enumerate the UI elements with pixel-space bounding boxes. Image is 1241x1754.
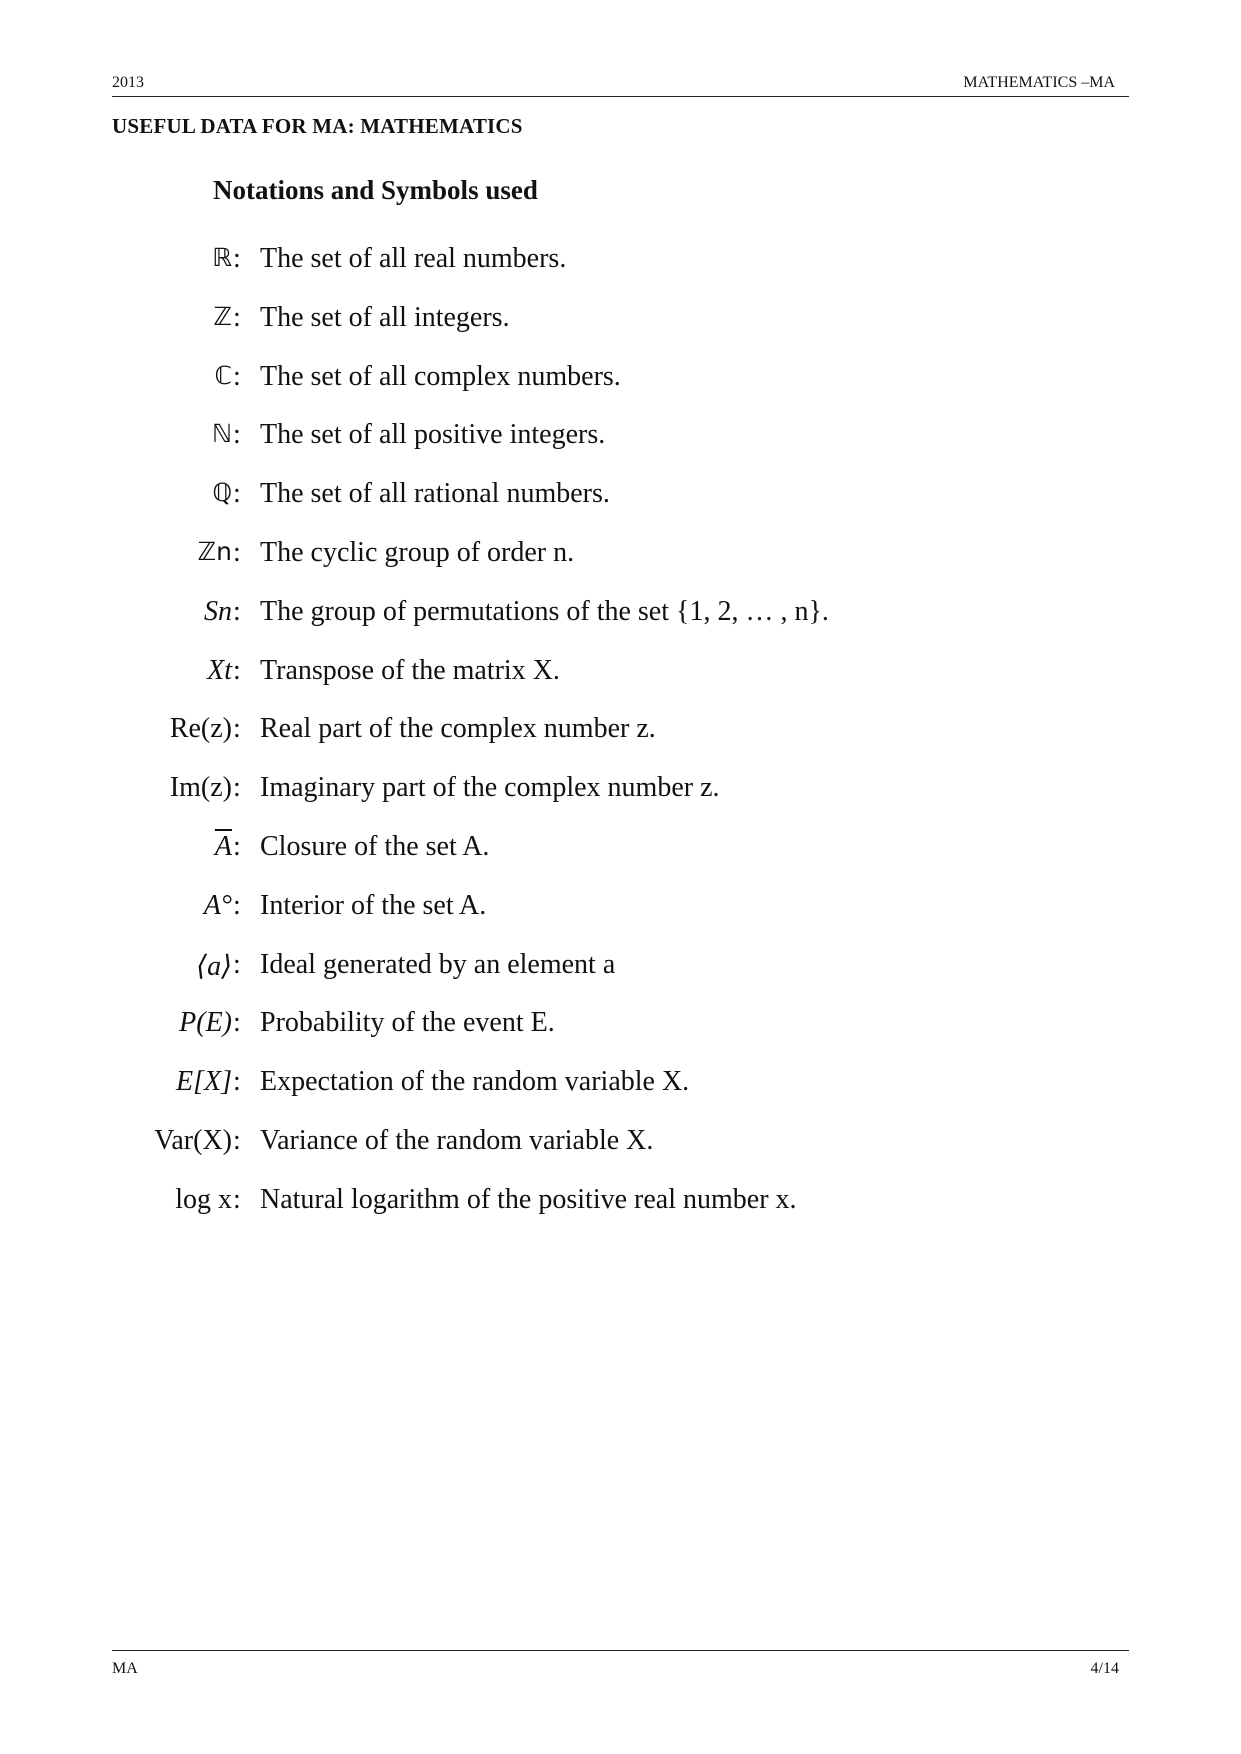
footer-code: MA xyxy=(112,1660,138,1677)
notation-symbol: ⟨a⟩ xyxy=(196,950,232,982)
notations-subtitle: Notations and Symbols used xyxy=(213,175,538,205)
notation-description: Variance of the random variable X. xyxy=(260,1124,654,1156)
notation-row: ℚ : The set of all rational numbers. xyxy=(112,478,1012,537)
notation-description: Ideal generated by an element a xyxy=(260,948,616,980)
notation-row: Re(z) : Real part of the complex number z. xyxy=(112,713,1012,772)
notation-symbol: E[X] xyxy=(176,1066,232,1098)
notation-description: Natural logarithm of the positive real number x. xyxy=(260,1183,797,1215)
notation-row: Sn : The group of permutations of the set {1, 2, … , n}. xyxy=(112,596,1012,655)
notation-description: Probability of the event E. xyxy=(260,1007,555,1039)
notation-row: E[X] : Expectation of the random variable X. xyxy=(112,1066,1012,1125)
notation-symbol: A° xyxy=(203,889,232,921)
notation-row: log x : Natural logarithm of the positive real number x. xyxy=(112,1184,1012,1243)
notation-row: ℝ : The set of all real numbers. xyxy=(112,243,1012,302)
notation-row: ℤ : The set of all integers. xyxy=(112,302,1012,361)
notation-description: The group of permutations of the set {1, 2, … , n}. xyxy=(260,595,829,627)
notation-row: ⟨a⟩ : Ideal generated by an element a xyxy=(112,949,1012,1008)
notation-description: Real part of the complex number z. xyxy=(260,713,656,745)
notation-symbol: ℤ xyxy=(213,301,232,331)
notation-description: Imaginary part of the complex number z. xyxy=(260,772,720,804)
notation-symbol: Xt xyxy=(207,654,232,686)
notation-row: P(E) : Probability of the event E. xyxy=(112,1007,1012,1066)
notation-symbol: P(E) xyxy=(179,1007,232,1039)
notation-description: Transpose of the matrix X. xyxy=(260,654,560,686)
section-title: USEFUL DATA FOR MA: MATHEMATICS xyxy=(112,114,523,138)
header-year: 2013 xyxy=(112,74,144,91)
notation-description: Expectation of the random variable X. xyxy=(260,1066,690,1098)
notation-row: $\overline{A}$ : Closure of the set A. xyxy=(112,831,1012,890)
notation-row: ℤn : The cyclic group of order n. xyxy=(112,537,1012,596)
notation-row: ℂ : The set of all complex numbers. xyxy=(112,361,1012,420)
notation-description: The cyclic group of order n. xyxy=(260,536,575,568)
page-footer xyxy=(112,1650,1129,1677)
notations-list xyxy=(112,243,1012,1243)
notation-symbol: Im(z) xyxy=(169,772,232,804)
notation-symbol: ℤn xyxy=(197,536,232,566)
notation-symbol: Sn xyxy=(204,595,232,627)
notation-symbol: $\overline{A}$ xyxy=(214,830,232,862)
notation-description: Interior of the set A. xyxy=(260,889,487,921)
notation-row: A° : Interior of the set A. xyxy=(112,890,1012,949)
page-header xyxy=(112,74,1129,97)
notation-symbol: ℂ xyxy=(214,360,232,390)
notation-description: Closure of the set A. xyxy=(260,830,490,862)
notation-symbol: Var(X) xyxy=(154,1124,232,1156)
header-subject: MATHEMATICS –MA xyxy=(963,74,1115,91)
notation-symbol: ℝ xyxy=(212,243,232,272)
notation-symbol: log x xyxy=(175,1183,232,1215)
notation-symbol: ℚ xyxy=(212,478,232,508)
notation-description: The set of all positive integers. xyxy=(260,419,606,451)
notation-description: The set of all real numbers. xyxy=(260,243,567,274)
notation-row: Im(z) : Imaginary part of the complex number z. xyxy=(112,772,1012,831)
notation-symbol: Re(z) xyxy=(169,713,232,745)
notation-description: The set of all integers. xyxy=(260,301,510,333)
notation-description: The set of all complex numbers. xyxy=(260,360,621,392)
notation-row: ℕ : The set of all positive integers. xyxy=(112,419,1012,478)
notation-row: Var(X) : Variance of the random variable X. xyxy=(112,1125,1012,1184)
notation-symbol: ℕ xyxy=(211,419,232,449)
notation-description: The set of all rational numbers. xyxy=(260,478,610,510)
notation-row: Xt : Transpose of the matrix X. xyxy=(112,655,1012,714)
footer-page-number: 4/14 xyxy=(1090,1660,1119,1677)
